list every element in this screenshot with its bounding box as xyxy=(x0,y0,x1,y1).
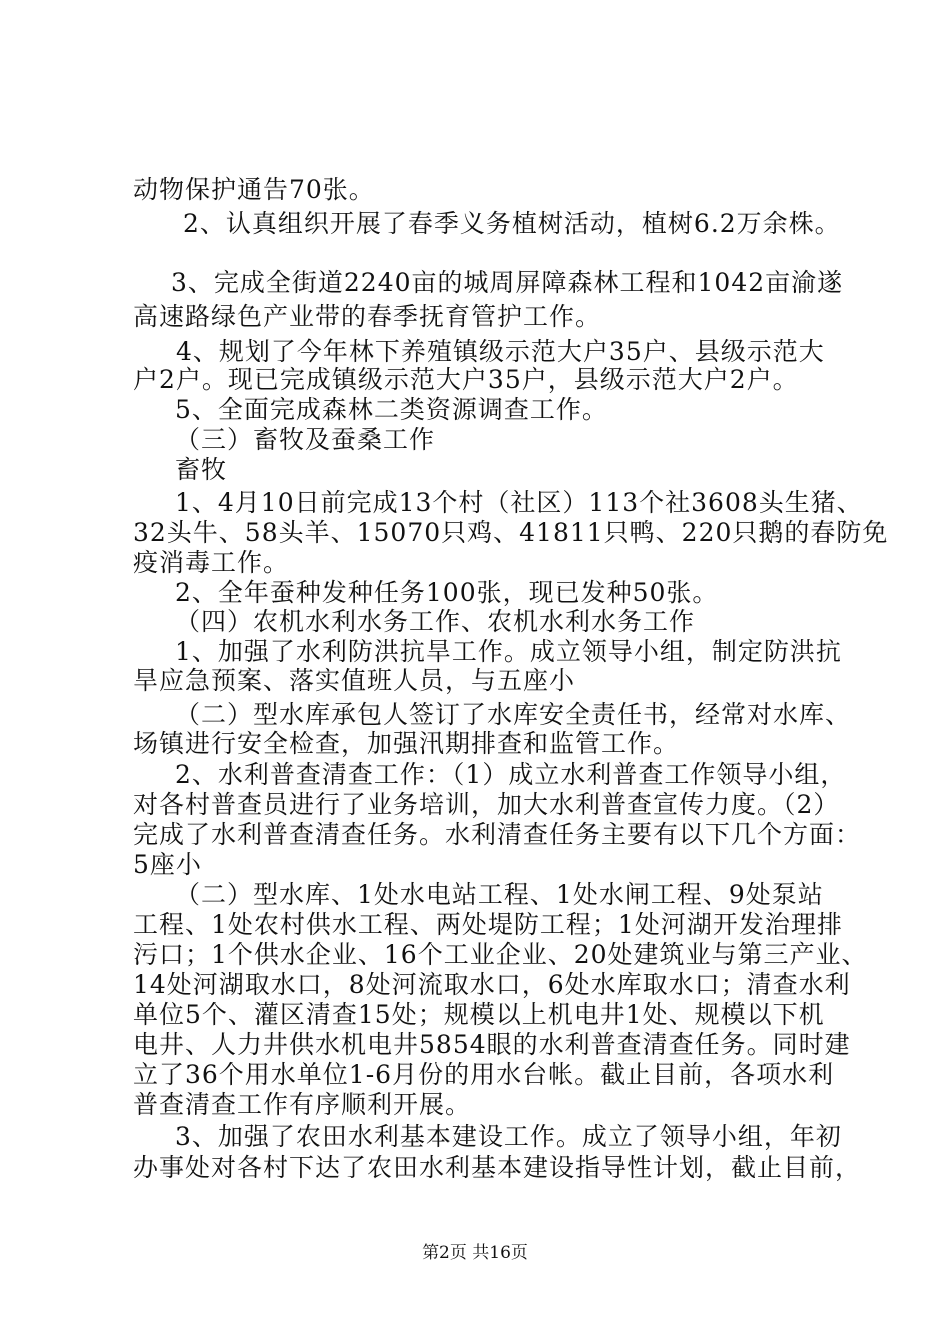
text-line: 3、完成全街道2240亩的城周屏障森林工程和1042亩渝遂 xyxy=(171,268,844,297)
text-line: 5、全面完成森林二类资源调查工作。 xyxy=(175,395,608,424)
text-line: 32头牛、58头羊、15070只鸡、41811只鸭、220只鹅的春防免 xyxy=(133,518,889,547)
section-heading: （三）畜牧及蚕桑工作 xyxy=(175,425,436,454)
section-heading: （四）农机水利水务工作、农机水利水务工作 xyxy=(175,607,696,636)
text-line: 2、认真组织开展了春季义务植树活动，植树6.2万余株。 xyxy=(183,209,841,238)
text-line: 1、4月10日前完成13个村（社区）113个社3608头生猪、 xyxy=(175,488,863,517)
text-line: 3、加强了农田水利基本建设工作。成立了领导小组，年初 xyxy=(175,1122,842,1151)
subsection-heading: 畜牧 xyxy=(175,455,228,484)
text-line: 工程、1处农村供水工程、两处堤防工程；1处河湖开发治理排 xyxy=(133,910,843,939)
text-line: 5座小 xyxy=(133,850,202,879)
text-line: 办事处对各村下达了农田水利基本建设指导性计划，截止目前， xyxy=(133,1153,862,1182)
page-number-footer: 第2页 共16页 xyxy=(422,1243,528,1263)
text-line: 场镇进行安全检查，加强汛期排查和监管工作。 xyxy=(133,729,680,758)
text-line: 动物保护通告70张。 xyxy=(133,175,375,204)
text-line: 普查清查工作有序顺利开展。 xyxy=(133,1090,472,1119)
text-line: （二）型水库、1处水电站工程、1处水闸工程、9处泵站 xyxy=(175,880,824,909)
text-line: 2、水利普查清查工作：（1）成立水利普查工作领导小组， xyxy=(175,760,847,789)
text-line: 高速路绿色产业带的春季抚育管护工作。 xyxy=(133,302,602,331)
text-line: 立了36个用水单位1-6月份的用水台帐。截止目前，各项水利 xyxy=(133,1060,835,1089)
text-line: 完成了水利普查清查任务。水利清查任务主要有以下几个方面： xyxy=(133,820,862,849)
text-line: 电井、人力井供水机电井5854眼的水利普查清查任务。同时建 xyxy=(133,1030,851,1059)
text-line: 污口；1个供水企业、16个工业企业、20处建筑业与第三产业、 xyxy=(133,940,868,969)
text-line: 14处河湖取水口，8处河流取水口，6处水库取水口；清查水利 xyxy=(133,970,851,999)
text-line: 对各村普查员进行了业务培训，加大水利普查宣传力度。（2） xyxy=(133,790,840,819)
text-line: 疫消毒工作。 xyxy=(133,548,290,577)
text-line: 4、规划了今年林下养殖镇级示范大户35户、县级示范大 xyxy=(176,337,825,366)
text-line: 旱应急预案、落实值班人员，与五座小 xyxy=(133,666,576,695)
text-line: 2、全年蚕种发种任务100张，现已发种50张。 xyxy=(175,578,719,607)
text-line: 单位5个、灌区清查15处；规模以上机电井1处、规模以下机 xyxy=(133,1000,825,1029)
text-line: 户2户。现已完成镇级示范大户35户，县级示范大户2户。 xyxy=(133,365,799,394)
text-line: 1、加强了水利防洪抗旱工作。成立领导小组，制定防洪抗 xyxy=(175,637,842,666)
text-line: （二）型水库承包人签订了水库安全责任书，经常对水库、 xyxy=(175,700,852,729)
